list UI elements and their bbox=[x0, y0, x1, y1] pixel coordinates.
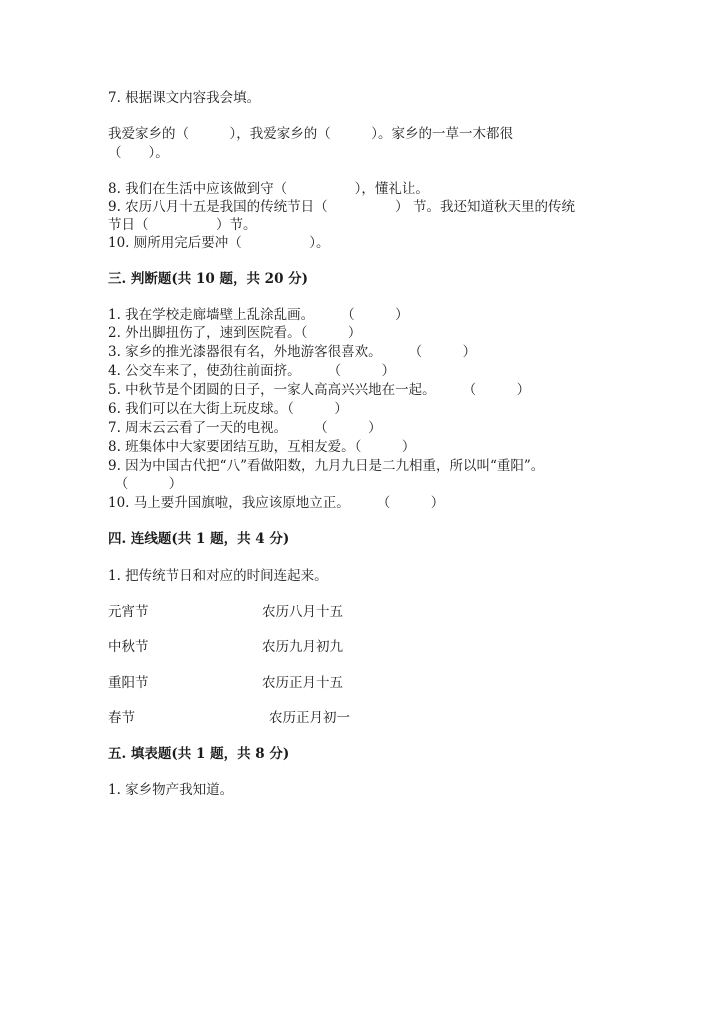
judge-item-1: 1. 我在学校走廊墙壁上乱涂乱画。 （ ） bbox=[108, 307, 409, 323]
judge-item-10: 10. 马上要升国旗啦，我应该原地立正。 （ ） bbox=[108, 495, 445, 511]
q10: 10. 厕所用完后要冲（ ）。 bbox=[108, 235, 330, 251]
judge-item-4: 4. 公交车来了，使劲往前面挤。 （ ） bbox=[108, 363, 396, 379]
date-aug-15: 农历八月十五 bbox=[262, 604, 343, 620]
judge-item-9-brackets: （ ） bbox=[108, 476, 183, 492]
q7-line-2: （ ）。 bbox=[108, 145, 169, 161]
date-jan-15: 农历正月十五 bbox=[262, 675, 343, 691]
judge-item-5: 5. 中秋节是个团圆的日子，一家人高高兴兴地在一起。 （ ） bbox=[108, 382, 531, 398]
festival-mid-autumn: 中秋节 bbox=[108, 639, 149, 655]
q7-line-1: 我爱家乡的（ ），我爱家乡的（ ）。家乡的一草一木都很 bbox=[108, 126, 513, 142]
date-sep-9: 农历九月初九 bbox=[262, 639, 343, 655]
matching-question: 1. 把传统节日和对应的时间连起来。 bbox=[108, 568, 328, 584]
section-5-heading: 五. 填表题(共 1 题，共 8 分) bbox=[108, 746, 290, 762]
judge-item-9: 9. 因为中国古代把“八”看做阳数，九月九日是二九相重，所以叫“重阳”。 bbox=[108, 458, 545, 474]
judge-item-2: 2. 外出脚扭伤了，速到医院看。（ ） bbox=[108, 325, 362, 341]
section-4-heading: 四. 连线题(共 1 题，共 4 分) bbox=[108, 531, 290, 547]
fill-table-question: 1. 家乡物产我知道。 bbox=[108, 782, 234, 798]
festival-spring: 春节 bbox=[108, 710, 135, 726]
section-3-heading: 三. 判断题(共 10 题，共 20 分) bbox=[108, 271, 309, 287]
festival-lantern: 元宵节 bbox=[108, 604, 149, 620]
judge-item-8: 8. 班集体中大家要团结互助，互相友爱。（ ） bbox=[108, 439, 416, 455]
date-jan-1: 农历正月初一 bbox=[269, 710, 350, 726]
judge-item-6: 6. 我们可以在大街上玩皮球。（ ） bbox=[108, 401, 348, 417]
q7-title: 7. 根据课文内容我会填。 bbox=[108, 90, 261, 106]
q9-line-1: 9. 农历八月十五是我国的传统节日（ ） 节。我还知道秋天里的传统 bbox=[108, 199, 575, 215]
festival-double-ninth: 重阳节 bbox=[108, 675, 149, 691]
judge-item-7: 7. 周末云云看了一天的电视。 （ ） bbox=[108, 420, 382, 436]
q9-line-2: 节日（ ）节。 bbox=[108, 217, 257, 233]
q8: 8. 我们在生活中应该做到守（ ），懂礼让。 bbox=[108, 181, 429, 197]
judge-item-3: 3. 家乡的推光漆器很有名，外地游客很喜欢。 （ ） bbox=[108, 344, 477, 360]
